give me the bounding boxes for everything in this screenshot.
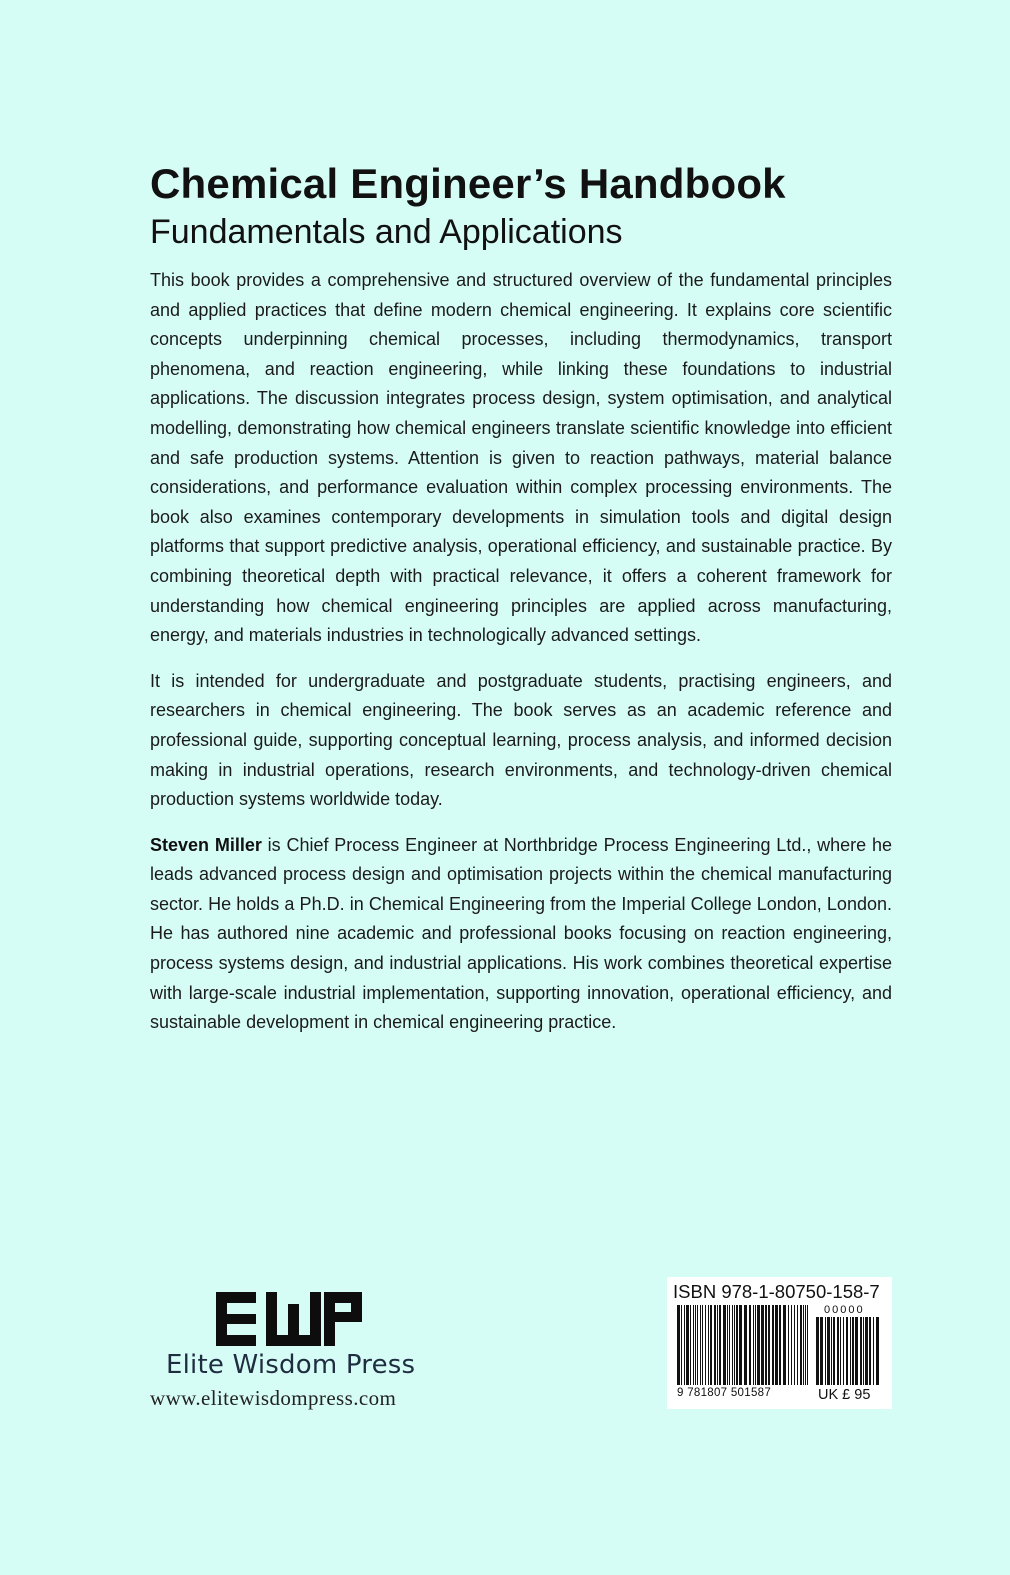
barcode-bar xyxy=(768,1305,770,1385)
barcode-bar xyxy=(833,1317,835,1385)
barcode-bar xyxy=(697,1305,698,1385)
barcode-bar xyxy=(705,1305,706,1385)
barcode-bar xyxy=(855,1317,858,1385)
publisher-block xyxy=(150,1292,450,1411)
barcode-bar xyxy=(714,1305,716,1385)
barcode-bar xyxy=(820,1317,823,1385)
barcode-bar xyxy=(807,1305,808,1385)
barcode-bar xyxy=(695,1305,696,1385)
barcode-bar xyxy=(816,1317,819,1385)
barcode-bar xyxy=(797,1305,798,1385)
isbn-barcode xyxy=(667,1277,892,1409)
barcode-bar xyxy=(850,1317,851,1385)
barcode-bar xyxy=(837,1317,839,1385)
book-subtitle: Fundamentals and Applications xyxy=(150,213,623,251)
barcode-bar xyxy=(719,1305,721,1385)
barcode-bar xyxy=(677,1305,680,1385)
description-paragraph-1: This book provides a comprehensive and structured overview of the fundamental principles and applied practices that define modern chemical engineering. It explains core scientific concepts underpinning chemical processes, including thermodynamics, transport phenomena, and reaction engineering, while linking these foundations to industrial applications. The discussion integrates process design, system optimisation, and analytical modelling, demonstrating how chemical engineers translate scientific knowledge into efficient and safe production systems. Attention is given to reaction pathways, material balance considerations, and performance evaluation within complex processing environments. The book also examines contemporary developments in simulation tools and digital design platforms that support predictive analysis, operational efficiency, and sustainable practice. By combining theoretical depth with practical relevance, it offers a coherent framework for understanding how chemical engineering principles are applied across manufacturing, energy, and materials industries in technologically advanced settings. xyxy=(150,270,892,646)
barcode-bar xyxy=(729,1305,730,1385)
description-paragraph-2: It is intended for undergraduate and postgraduate students, practising engineers, and researchers in chemical engineering. The book serves as an academic reference and professional guide, supporting conceptual learning, process analysis, and informed decision making in industrial operations, research environments, and technology-driven chemical production systems worldwide today. xyxy=(150,670,892,810)
barcode-bar xyxy=(686,1305,689,1385)
barcode-bar xyxy=(843,1317,844,1385)
author-name: Steven Miller xyxy=(150,834,262,855)
barcode-bar xyxy=(852,1317,854,1385)
book-price: UK £ 95 xyxy=(818,1387,871,1403)
barcode-bar xyxy=(727,1305,728,1385)
barcode-bar xyxy=(717,1305,718,1385)
barcode-bar xyxy=(734,1305,735,1385)
barcode-bar xyxy=(690,1305,691,1385)
barcode-addon-digits: 00000 xyxy=(824,1304,865,1316)
barcode-bar xyxy=(876,1317,879,1385)
barcode-bar xyxy=(779,1305,781,1385)
barcode-bar xyxy=(800,1305,802,1385)
barcode-bar xyxy=(803,1305,804,1385)
publisher-url: www.elitewisdompress.com xyxy=(150,1386,397,1410)
barcode-bar xyxy=(710,1305,712,1385)
barcode-bar xyxy=(831,1317,832,1385)
barcode-bar xyxy=(840,1317,841,1385)
barcode-bar xyxy=(869,1317,871,1385)
barcode-addon-bars-icon xyxy=(816,1317,880,1385)
barcode-bar xyxy=(846,1317,848,1385)
barcode-bar xyxy=(791,1305,792,1385)
barcode-bar xyxy=(702,1305,703,1385)
barcode-bar xyxy=(693,1305,694,1385)
barcode-bar xyxy=(739,1305,742,1385)
barcode-main-bars-icon xyxy=(677,1305,809,1385)
barcode-bar xyxy=(700,1305,701,1385)
barcode-bar xyxy=(825,1317,826,1385)
barcode-bar xyxy=(761,1305,764,1385)
barcode-ean-digits: 9 781807 501587 xyxy=(677,1387,772,1399)
barcode-bar xyxy=(873,1317,874,1385)
barcode-bar xyxy=(755,1305,756,1385)
isbn-label: ISBN 978-1-80750-158-7 xyxy=(673,1281,880,1302)
barcode-bar xyxy=(744,1305,747,1385)
barcode-bar xyxy=(681,1305,682,1385)
barcode-bar xyxy=(753,1305,754,1385)
barcode-bar xyxy=(827,1317,830,1385)
barcode-bar xyxy=(684,1305,685,1385)
barcode-bar xyxy=(788,1305,789,1385)
barcode-bar xyxy=(723,1305,726,1385)
author-bio-text: is Chief Process Engineer at Northbridge Process Engineering Ltd., where he leads advanced process design and optimisation projects within the chemical manufacturing sector. He holds a Ph.D. in Chemical Engineering from the Imperial College London, London. He has authored nine academic and professional books focusing on reaction engineering, process systems design, and industrial applications. His work combines theoretical expertise with large-scale industrial implementation, supporting innovation, operational efficiency, and sustainable development in chemical engineering practice. xyxy=(150,834,892,1033)
barcode-bar xyxy=(860,1317,862,1385)
barcode-bar xyxy=(757,1305,760,1385)
barcode-bar xyxy=(708,1305,709,1385)
book-title: Chemical Engineer’s Handbook xyxy=(150,160,786,207)
barcode-bar xyxy=(783,1305,786,1385)
barcode-bar xyxy=(805,1305,806,1385)
barcode-bar xyxy=(749,1305,751,1385)
barcode-bar xyxy=(794,1305,795,1385)
barcode-bar xyxy=(772,1305,774,1385)
author-bio xyxy=(150,831,892,1038)
barcode-bar xyxy=(736,1305,738,1385)
barcode-bar xyxy=(863,1317,864,1385)
barcode-bar xyxy=(865,1317,868,1385)
barcode-bar xyxy=(765,1305,767,1385)
barcode-bar xyxy=(775,1305,778,1385)
back-cover-content xyxy=(150,158,892,1038)
publisher-logo-icon xyxy=(216,1292,362,1346)
publisher-name: Elite Wisdom Press xyxy=(166,1350,416,1380)
barcode-bar xyxy=(732,1305,733,1385)
